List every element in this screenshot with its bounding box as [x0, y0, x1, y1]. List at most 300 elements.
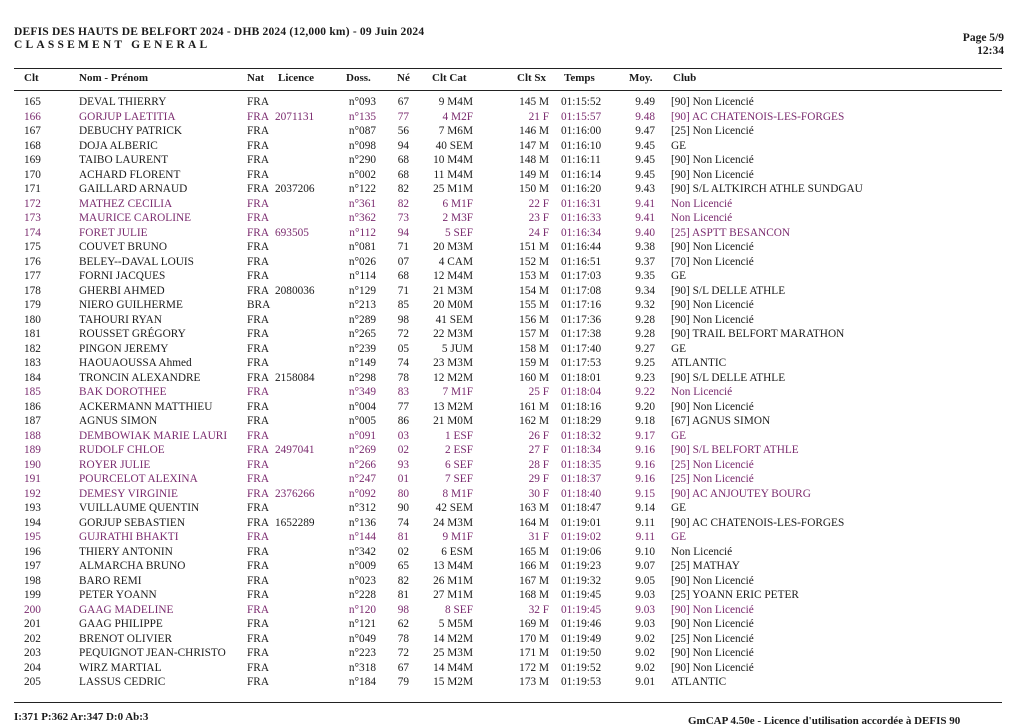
cell-cltsx: 26 F: [528, 429, 549, 442]
cell-club: [90] AC CHATENOIS-LES-FORGES: [671, 110, 845, 123]
cell-clt: 173: [24, 212, 41, 224]
cell-club: [67] AGNUS SIMON: [671, 415, 771, 427]
cell-moy: 9.43: [635, 183, 655, 195]
cell-ne: 86: [397, 415, 409, 427]
cell-temps: 01:18:01: [561, 371, 602, 384]
cell-club: [90] S/L BELFORT ATHLE: [671, 444, 799, 456]
cell-nat: FRA: [247, 545, 269, 558]
cell-cltcat: 9 M4M: [438, 96, 473, 108]
cell-clt: 197: [24, 560, 41, 572]
cell-ne: 02: [397, 444, 409, 456]
cell-nom: ACHARD FLORENT: [79, 168, 181, 181]
cell-ne: 78: [397, 632, 409, 645]
cell-cltsx: 23 F: [528, 212, 549, 224]
cell-club: [90] AC ANJOUTEY BOURG: [671, 487, 811, 500]
cell-ne: 62: [397, 618, 409, 630]
cell-clt: 174: [24, 226, 41, 239]
cell-moy: 9.02: [635, 647, 655, 659]
cell-nom: PETER YOANN: [79, 589, 157, 601]
cell-licence: 1652289: [275, 516, 315, 529]
table-row: [0, 661, 1024, 676]
cell-club: Non Licencié: [671, 197, 733, 210]
cell-temps: 01:17:08: [561, 284, 602, 297]
cell-nom: GHERBI AHMED: [79, 284, 165, 297]
cell-ne: 72: [397, 647, 409, 659]
cell-temps: 01:18:37: [561, 473, 602, 485]
cell-cltsx: 168 M: [519, 589, 549, 601]
cell-club: [25] Non Licencié: [671, 458, 754, 471]
cell-club: GE: [671, 139, 687, 152]
cell-moy: 9.02: [635, 661, 655, 674]
cell-cltcat: 6 M1F: [442, 197, 473, 210]
cell-nom: WIRZ MARTIAL: [79, 661, 162, 674]
table-row: [0, 559, 1024, 574]
col-cltcat: Clt Cat: [432, 72, 467, 84]
cell-doss: n°136: [348, 516, 376, 529]
cell-moy: 9.03: [635, 603, 655, 616]
cell-doss: n°009: [348, 560, 376, 572]
cell-club: GE: [671, 429, 687, 442]
cell-cltsx: 158 M: [519, 342, 549, 355]
cell-cltcat: 41 SEM: [435, 313, 473, 326]
cell-temps: 01:18:29: [561, 415, 602, 427]
table-row: [0, 516, 1024, 531]
cell-moy: 9.03: [635, 589, 655, 601]
cell-doss: n°081: [348, 241, 376, 253]
cell-clt: 166: [24, 110, 41, 123]
cell-ne: 68: [397, 154, 409, 166]
cell-clt: 183: [24, 357, 41, 369]
cell-cltsx: 147 M: [519, 139, 549, 152]
cell-cltcat: 26 M1M: [433, 574, 473, 587]
cell-temps: 01:16:34: [561, 226, 602, 239]
cell-licence: 2071131: [275, 110, 315, 123]
cell-clt: 205: [24, 676, 41, 688]
table-row: [0, 400, 1024, 415]
cell-cltcat: 21 M0M: [433, 415, 473, 427]
cell-club: [25] Non Licencié: [671, 473, 754, 485]
cell-moy: 9.28: [635, 313, 655, 326]
cell-cltcat: 42 SEM: [435, 502, 473, 514]
cell-cltsx: 149 M: [519, 168, 549, 181]
cell-nat: FRA: [247, 560, 269, 572]
cell-cltsx: 155 M: [519, 299, 549, 311]
cell-club: [90] TRAIL BELFORT MARATHON: [671, 328, 845, 340]
cell-clt: 179: [24, 299, 41, 311]
cell-moy: 9.16: [635, 473, 655, 485]
cell-licence: 2158084: [275, 371, 315, 384]
cell-club: [90] S/L DELLE ATHLE: [671, 284, 786, 297]
cell-club: [90] Non Licencié: [671, 603, 754, 616]
cell-cltsx: 30 F: [528, 487, 549, 500]
cell-doss: n°026: [348, 255, 376, 268]
cell-ne: 94: [397, 139, 409, 152]
cell-ne: 72: [397, 328, 409, 340]
cell-cltcat: 15 M2M: [433, 676, 473, 688]
cell-moy: 9.37: [635, 255, 655, 268]
cell-ne: 68: [397, 168, 409, 181]
cell-doss: n°247: [348, 473, 376, 485]
cell-moy: 9.45: [635, 154, 655, 166]
cell-temps: 01:19:23: [561, 560, 602, 572]
cell-nat: FRA: [247, 502, 269, 514]
cell-club: [90] S/L DELLE ATHLE: [671, 371, 786, 384]
cell-temps: 01:16:10: [561, 139, 602, 152]
cell-nat: FRA: [247, 516, 269, 529]
cell-moy: 9.28: [635, 328, 655, 340]
cell-temps: 01:19:52: [561, 661, 602, 674]
cell-club: [90] Non Licencié: [671, 574, 754, 587]
page-subtitle: CLASSEMENT GENERAL: [14, 39, 211, 51]
cell-ne: 82: [397, 574, 409, 587]
cell-doss: n°122: [348, 183, 376, 195]
cell-cltcat: 21 M3M: [433, 284, 473, 297]
cell-nom: PEQUIGNOT JEAN-CHRISTO: [79, 647, 226, 659]
cell-ne: 74: [397, 516, 409, 529]
cell-nat: FRA: [247, 342, 269, 355]
cell-moy: 9.40: [635, 226, 655, 239]
cell-cltsx: 27 F: [528, 444, 549, 456]
cell-clt: 185: [24, 386, 41, 398]
cell-nom: NIERO GUILHERME: [79, 299, 183, 311]
cell-cltsx: 157 M: [519, 328, 549, 340]
cell-doss: n°184: [348, 676, 376, 688]
cell-licence: 2037206: [275, 183, 315, 195]
cell-nat: FRA: [247, 241, 269, 253]
cell-nat: FRA: [247, 487, 269, 500]
cell-nat: BRA: [247, 299, 271, 311]
cell-nat: FRA: [247, 197, 269, 210]
cell-cltsx: 161 M: [519, 400, 549, 413]
table-row: [0, 472, 1024, 487]
table-row: [0, 139, 1024, 154]
cell-cltcat: 8 M1F: [442, 487, 473, 500]
table-row: [0, 110, 1024, 125]
footer-software: GmCAP 4.50e - Licence d'utilisation accordée à DEFIS 90: [688, 715, 961, 727]
cell-temps: 01:18:16: [561, 400, 602, 413]
cell-clt: 199: [24, 589, 41, 601]
cell-ne: 98: [397, 313, 409, 326]
table-row: [0, 646, 1024, 661]
cell-clt: 201: [24, 618, 41, 630]
cell-nat: FRA: [247, 386, 269, 398]
page-info: [963, 32, 1004, 58]
cell-cltcat: 27 M1M: [433, 589, 473, 601]
cell-cltcat: 9 M1F: [442, 531, 473, 543]
table-row: [0, 356, 1024, 371]
cell-nat: FRA: [247, 139, 269, 152]
cell-cltsx: 164 M: [519, 516, 549, 529]
cell-ne: 71: [397, 284, 409, 297]
cell-nom: ALMARCHA BRUNO: [79, 560, 186, 572]
cell-cltcat: 20 M3M: [433, 241, 473, 253]
results-table: [0, 95, 1024, 690]
cell-doss: n°023: [348, 574, 376, 587]
cell-doss: n°112: [349, 226, 376, 239]
cell-ne: 65: [397, 560, 409, 572]
cell-doss: n°093: [348, 96, 376, 108]
cell-nat: FRA: [247, 168, 269, 181]
cell-moy: 9.14: [635, 502, 655, 514]
col-club: Club: [673, 72, 697, 84]
cell-doss: n°269: [348, 444, 376, 456]
cell-clt: 191: [24, 473, 41, 485]
cell-doss: n°091: [348, 429, 376, 442]
cell-temps: 01:15:52: [561, 96, 602, 108]
cell-ne: 94: [397, 226, 409, 239]
cell-ne: 83: [397, 386, 409, 398]
cell-clt: 165: [24, 96, 41, 108]
cell-ne: 01: [397, 473, 409, 485]
cell-nat: FRA: [247, 458, 269, 471]
cell-temps: 01:18:04: [561, 386, 602, 398]
column-headers: [0, 72, 1024, 88]
cell-club: Non Licencié: [671, 545, 733, 558]
cell-nom: THIERY ANTONIN: [79, 545, 173, 558]
cell-ne: 81: [397, 531, 409, 543]
cell-cltcat: 6 SEF: [445, 458, 473, 471]
cell-nom: AGNUS SIMON: [79, 415, 158, 427]
cell-nat: FRA: [247, 661, 269, 674]
cell-moy: 9.07: [635, 560, 655, 572]
cell-club: Non Licencié: [671, 212, 733, 224]
cell-cltcat: 8 SEF: [445, 603, 473, 616]
col-ne: Né: [397, 72, 410, 84]
table-row: [0, 429, 1024, 444]
cell-nom: POURCELOT ALEXINA: [79, 473, 198, 485]
cell-nom: PINGON JEREMY: [79, 342, 169, 355]
cell-temps: 01:16:00: [561, 125, 602, 137]
cell-clt: 192: [24, 487, 41, 500]
cell-temps: 01:19:50: [561, 647, 602, 659]
col-nat: Nat: [247, 72, 265, 84]
cell-cltcat: 5 JUM: [441, 342, 473, 355]
cell-doss: n°149: [348, 357, 376, 369]
cell-cltsx: 172 M: [519, 661, 549, 674]
cell-temps: 01:17:36: [561, 313, 602, 326]
cell-temps: 01:16:14: [561, 168, 602, 181]
cell-club: [70] Non Licencié: [671, 255, 754, 268]
cell-cltcat: 25 M3M: [433, 647, 473, 659]
cell-clt: 172: [24, 197, 41, 210]
cell-ne: 90: [397, 502, 409, 514]
table-row: [0, 284, 1024, 299]
cell-moy: 9.22: [635, 386, 655, 398]
cell-cltcat: 1 ESF: [445, 429, 473, 442]
table-row: [0, 153, 1024, 168]
cell-cltsx: 160 M: [519, 371, 549, 384]
col-temps: Temps: [564, 72, 595, 84]
cell-cltcat: 4 CAM: [438, 255, 473, 268]
cell-nat: FRA: [247, 183, 269, 195]
cell-doss: n°289: [348, 313, 376, 326]
table-row: [0, 588, 1024, 603]
cell-club: [25] MATHAY: [671, 560, 740, 572]
cell-clt: 190: [24, 458, 41, 471]
cell-clt: 198: [24, 574, 41, 587]
cell-moy: 9.41: [635, 212, 655, 224]
cell-ne: 56: [397, 125, 409, 137]
cell-doss: n°290: [348, 154, 376, 166]
footer-rule: [14, 702, 1002, 703]
cell-cltcat: 13 M2M: [433, 400, 473, 413]
cell-doss: n°135: [348, 110, 376, 123]
cell-temps: 01:19:53: [561, 676, 602, 688]
cell-cltsx: 166 M: [519, 560, 549, 572]
col-clt: Clt: [24, 72, 39, 84]
cell-doss: n°002: [348, 168, 376, 181]
table-row: [0, 182, 1024, 197]
cell-nat: FRA: [247, 328, 269, 340]
table-row: [0, 168, 1024, 183]
cell-cltsx: 152 M: [519, 255, 549, 268]
cell-cltcat: 22 M3M: [433, 328, 473, 340]
cell-moy: 9.17: [635, 429, 655, 442]
cell-clt: 202: [24, 632, 41, 645]
cell-nom: RUDOLF CHLOE: [79, 444, 165, 456]
cell-cltcat: 24 M3M: [433, 516, 473, 529]
cell-nat: FRA: [247, 473, 269, 485]
cell-club: GE: [671, 531, 687, 543]
cell-doss: n°213: [348, 299, 376, 311]
cell-clt: 170: [24, 168, 41, 181]
cell-ne: 05: [397, 342, 409, 355]
cell-club: [25] YOANN ERIC PETER: [671, 589, 799, 601]
cell-ne: 67: [397, 96, 409, 108]
cell-doss: n°120: [348, 603, 376, 616]
cell-cltsx: 171 M: [519, 647, 549, 659]
cell-nom: DOJA ALBERIC: [79, 139, 158, 152]
cell-moy: 9.10: [635, 545, 655, 558]
table-row: [0, 211, 1024, 226]
cell-temps: 01:19:45: [561, 603, 602, 616]
cell-club: Non Licencié: [671, 386, 733, 398]
cell-moy: 9.35: [635, 270, 655, 282]
cell-moy: 9.01: [635, 676, 655, 688]
cell-moy: 9.47: [635, 125, 655, 137]
cell-temps: 01:18:35: [561, 458, 602, 471]
cell-ne: 78: [397, 371, 409, 384]
cell-cltcat: 7 SEF: [445, 473, 473, 485]
cell-nom: MAURICE CAROLINE: [79, 212, 192, 224]
cell-temps: 01:19:49: [561, 632, 602, 645]
cell-temps: 01:18:32: [561, 429, 602, 442]
cell-nom: BAK DOROTHEE: [79, 386, 167, 398]
cell-ne: 77: [397, 400, 409, 413]
header-rule-bottom: [14, 90, 1002, 91]
cell-clt: 176: [24, 255, 41, 268]
cell-moy: 9.27: [635, 342, 655, 355]
col-licence: Licence: [278, 72, 315, 84]
cell-nom: COUVET BRUNO: [79, 241, 167, 253]
table-row: [0, 327, 1024, 342]
cell-cltcat: 20 M0M: [433, 299, 473, 311]
table-row: [0, 371, 1024, 386]
cell-temps: 01:16:20: [561, 183, 602, 195]
cell-clt: 186: [24, 400, 41, 413]
cell-nat: FRA: [247, 415, 269, 427]
table-row: [0, 197, 1024, 212]
table-row: [0, 632, 1024, 647]
cell-nat: FRA: [247, 313, 269, 326]
cell-ne: 80: [397, 487, 409, 500]
cell-cltcat: 4 M2F: [442, 110, 473, 123]
cell-nom: GAAG MADELINE: [79, 603, 174, 616]
cell-club: [25] Non Licencié: [671, 125, 754, 137]
cell-doss: n°087: [348, 125, 376, 137]
cell-doss: n°349: [348, 386, 376, 398]
cell-clt: 195: [24, 531, 41, 543]
cell-cltsx: 146 M: [519, 125, 549, 137]
cell-doss: n°121: [348, 618, 376, 630]
table-row: [0, 617, 1024, 632]
cell-cltcat: 11 M4M: [433, 168, 473, 181]
cell-doss: n°312: [348, 502, 376, 514]
cell-clt: 187: [24, 415, 41, 427]
cell-temps: 01:17:03: [561, 270, 602, 282]
cell-clt: 181: [24, 328, 41, 340]
cell-temps: 01:17:16: [561, 299, 602, 311]
cell-clt: 177: [24, 270, 41, 282]
cell-clt: 182: [24, 342, 41, 355]
cell-temps: 01:18:47: [561, 502, 602, 514]
cell-clt: 200: [24, 603, 41, 616]
cell-club: [90] Non Licencié: [671, 313, 754, 326]
cell-nom: DEVAL THIERRY: [79, 96, 167, 108]
cell-temps: 01:17:38: [561, 328, 602, 340]
table-row: [0, 530, 1024, 545]
col-doss: Doss.: [346, 72, 371, 84]
cell-nat: FRA: [247, 371, 269, 384]
cell-ne: 81: [397, 589, 409, 601]
cell-cltsx: 145 M: [519, 96, 549, 108]
table-row: [0, 574, 1024, 589]
page-title: DEFIS DES HAUTS DE BELFORT 2024 - DHB 2024 (12,000 km) - 09 Juin 2024: [14, 26, 425, 38]
cell-nat: FRA: [247, 284, 269, 297]
cell-doss: n°129: [348, 284, 376, 297]
cell-moy: 9.11: [635, 516, 655, 529]
table-row: [0, 545, 1024, 560]
cell-licence: 693505: [275, 226, 309, 239]
cell-club: [90] Non Licencié: [671, 647, 754, 659]
cell-nom: GUJRATHI BHAKTI: [79, 531, 179, 543]
cell-cltcat: 14 M4M: [433, 661, 473, 674]
cell-club: [90] S/L ALTKIRCH ATHLE SUNDGAU: [671, 183, 863, 195]
col-moy: Moy.: [629, 72, 653, 84]
cell-club: [25] ASPTT BESANCON: [671, 226, 791, 239]
cell-doss: n°298: [348, 371, 376, 384]
page-number: Page 5/9: [962, 32, 1004, 44]
cell-ne: 03: [397, 429, 409, 442]
cell-club: [90] Non Licencié: [671, 400, 754, 413]
cell-nat: FRA: [247, 676, 269, 688]
cell-nat: FRA: [247, 270, 269, 282]
cell-clt: 167: [24, 125, 41, 137]
cell-nat: FRA: [247, 618, 269, 630]
cell-club: [90] AC CHATENOIS-LES-FORGES: [671, 516, 845, 529]
cell-nom: VUILLAUME QUENTIN: [79, 502, 200, 514]
cell-cltcat: 13 M4M: [433, 560, 473, 572]
cell-nat: FRA: [247, 444, 269, 456]
cell-moy: 9.34: [635, 284, 655, 297]
cell-clt: 193: [24, 502, 41, 514]
cell-ne: 82: [397, 197, 409, 210]
cell-clt: 168: [24, 139, 41, 152]
cell-moy: 9.45: [635, 139, 655, 152]
table-row: [0, 313, 1024, 328]
cell-temps: 01:16:51: [561, 255, 602, 268]
cell-clt: 180: [24, 313, 41, 326]
